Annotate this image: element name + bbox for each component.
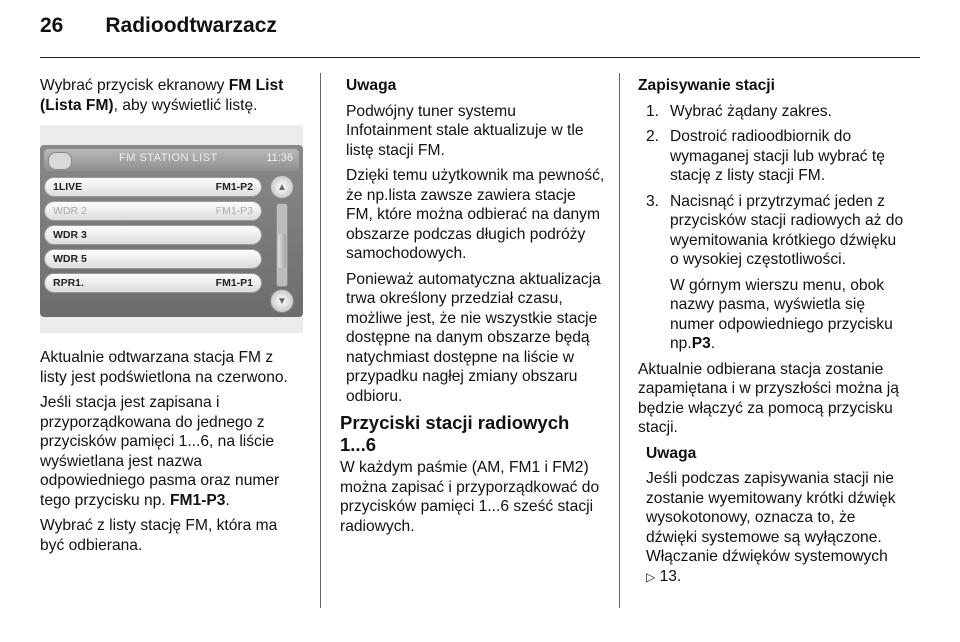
display-screen xyxy=(40,145,303,317)
scroll-track xyxy=(276,203,288,287)
column-3 xyxy=(638,76,904,593)
column-2 xyxy=(340,76,606,542)
header-rule xyxy=(40,57,920,58)
note-paragraph: Jeśli podczas zapisywania stacji nie zostanie wyemitowany krótki dźwięk wysokotonowy, oznacza to, że dźwięki systemowe są wyłączone. Włączanie dźwięków systemowych ▷ 13. xyxy=(646,470,896,585)
column-divider xyxy=(320,73,321,608)
list-item: 3. Nacisnąć i przytrzymać jeden z przycisków stacji radiowych aż do wyemitowania krótkiego dźwięku o wysokiej częstotliwości. xyxy=(646,192,904,268)
fm-station-list-screenshot xyxy=(40,125,303,333)
paragraph: Aktualnie odbierana stacja zostanie zapamiętana i w przyszłości można ją będzie włączyć za pomocą przycisku stacji. xyxy=(638,360,899,436)
list-item: WDR 5 xyxy=(44,249,262,269)
list-item-continuation: W górnym wierszu menu, obok nazwy pasma, wyświetla się numer odpowiedniego przycisku np.P3. xyxy=(670,276,893,352)
paragraph: Wybrać przycisk ekranowy FM List (Lista FM), aby wyświetlić listę. xyxy=(40,77,284,114)
scrollbar xyxy=(267,175,297,315)
page-number: 26 xyxy=(40,14,64,37)
paragraph: Aktualnie odtwarzana stacja FM z listy jest podświetlona na czerwono. xyxy=(40,349,288,386)
paragraph: W każdym paśmie (AM, FM1 i FM2) można zapisać i przyporządkować do przycisków pamięci 1...6 sześć stacji radiowych. xyxy=(340,459,600,535)
scroll-down-icon: ▼ xyxy=(270,289,294,313)
paragraph: Jeśli stacja jest zapisana i przyporządkowana do jednego z przycisków pamięci 1...6, na liście wyświetlana jest nazwa odpowiedniego pasma oraz numer tego przycisku np. FM1-P3. xyxy=(40,394,280,509)
list-item: 1LIVE FM1-P2 xyxy=(44,177,262,197)
note-paragraph: Dzięki temu użytkownik ma pewność, że np.lista zawsze zawiera stacje FM, które można odbierać na danym obszarze podczas długich podróży samochodowych. xyxy=(346,167,605,262)
screen-clock: 11:36 xyxy=(266,152,293,164)
page-header xyxy=(40,14,277,54)
column-1-lower xyxy=(40,348,302,561)
screen-title: FM STATION LIST xyxy=(119,152,218,164)
paragraph: Wybrać z listy stację FM, która ma być odbierana. xyxy=(40,517,278,554)
page-title: Radioodtwarzacz xyxy=(105,14,277,37)
list-item: WDR 2 FM1-P3 xyxy=(44,201,262,221)
back-icon xyxy=(48,152,72,170)
subheading: Zapisywanie stacji xyxy=(638,77,775,94)
list-item: 2. Dostroić radioodbiornik do wymaganej stacji lub wybrać tę stację z listy stacji FM. xyxy=(646,128,885,184)
note-block xyxy=(340,76,606,406)
note-paragraph: Podwójny tuner systemu Infotainment stale aktualizuje w tle listę stacji FM. xyxy=(346,102,584,159)
list-item: WDR 3 xyxy=(44,225,262,245)
steps-list xyxy=(638,102,904,354)
column-1 xyxy=(40,76,305,121)
section-heading: Przyciski stacji radiowych 1...6 xyxy=(340,412,570,455)
scroll-thumb xyxy=(278,234,286,268)
note-title: Uwaga xyxy=(646,444,697,462)
station-list xyxy=(44,177,262,297)
page-ref-icon: ▷ xyxy=(646,569,656,584)
note-paragraph: Ponieważ automatyczna aktualizacja trwa określony przedział czasu, możliwe jest, że nie wszystkie stacje dostępne na danym obszarze będą natychmiast dostępne na liście w przypadku nagłej zmiany obszaru odbioru. xyxy=(346,270,601,405)
screen-title-bar xyxy=(44,149,299,171)
note-title: Uwaga xyxy=(346,77,397,94)
column-divider xyxy=(619,73,620,608)
note-block xyxy=(638,444,904,588)
list-item: RPR1. FM1-P1 xyxy=(44,273,262,293)
scroll-up-icon: ▲ xyxy=(270,175,294,199)
list-item: 1. Wybrać żądany zakres. xyxy=(646,102,832,120)
